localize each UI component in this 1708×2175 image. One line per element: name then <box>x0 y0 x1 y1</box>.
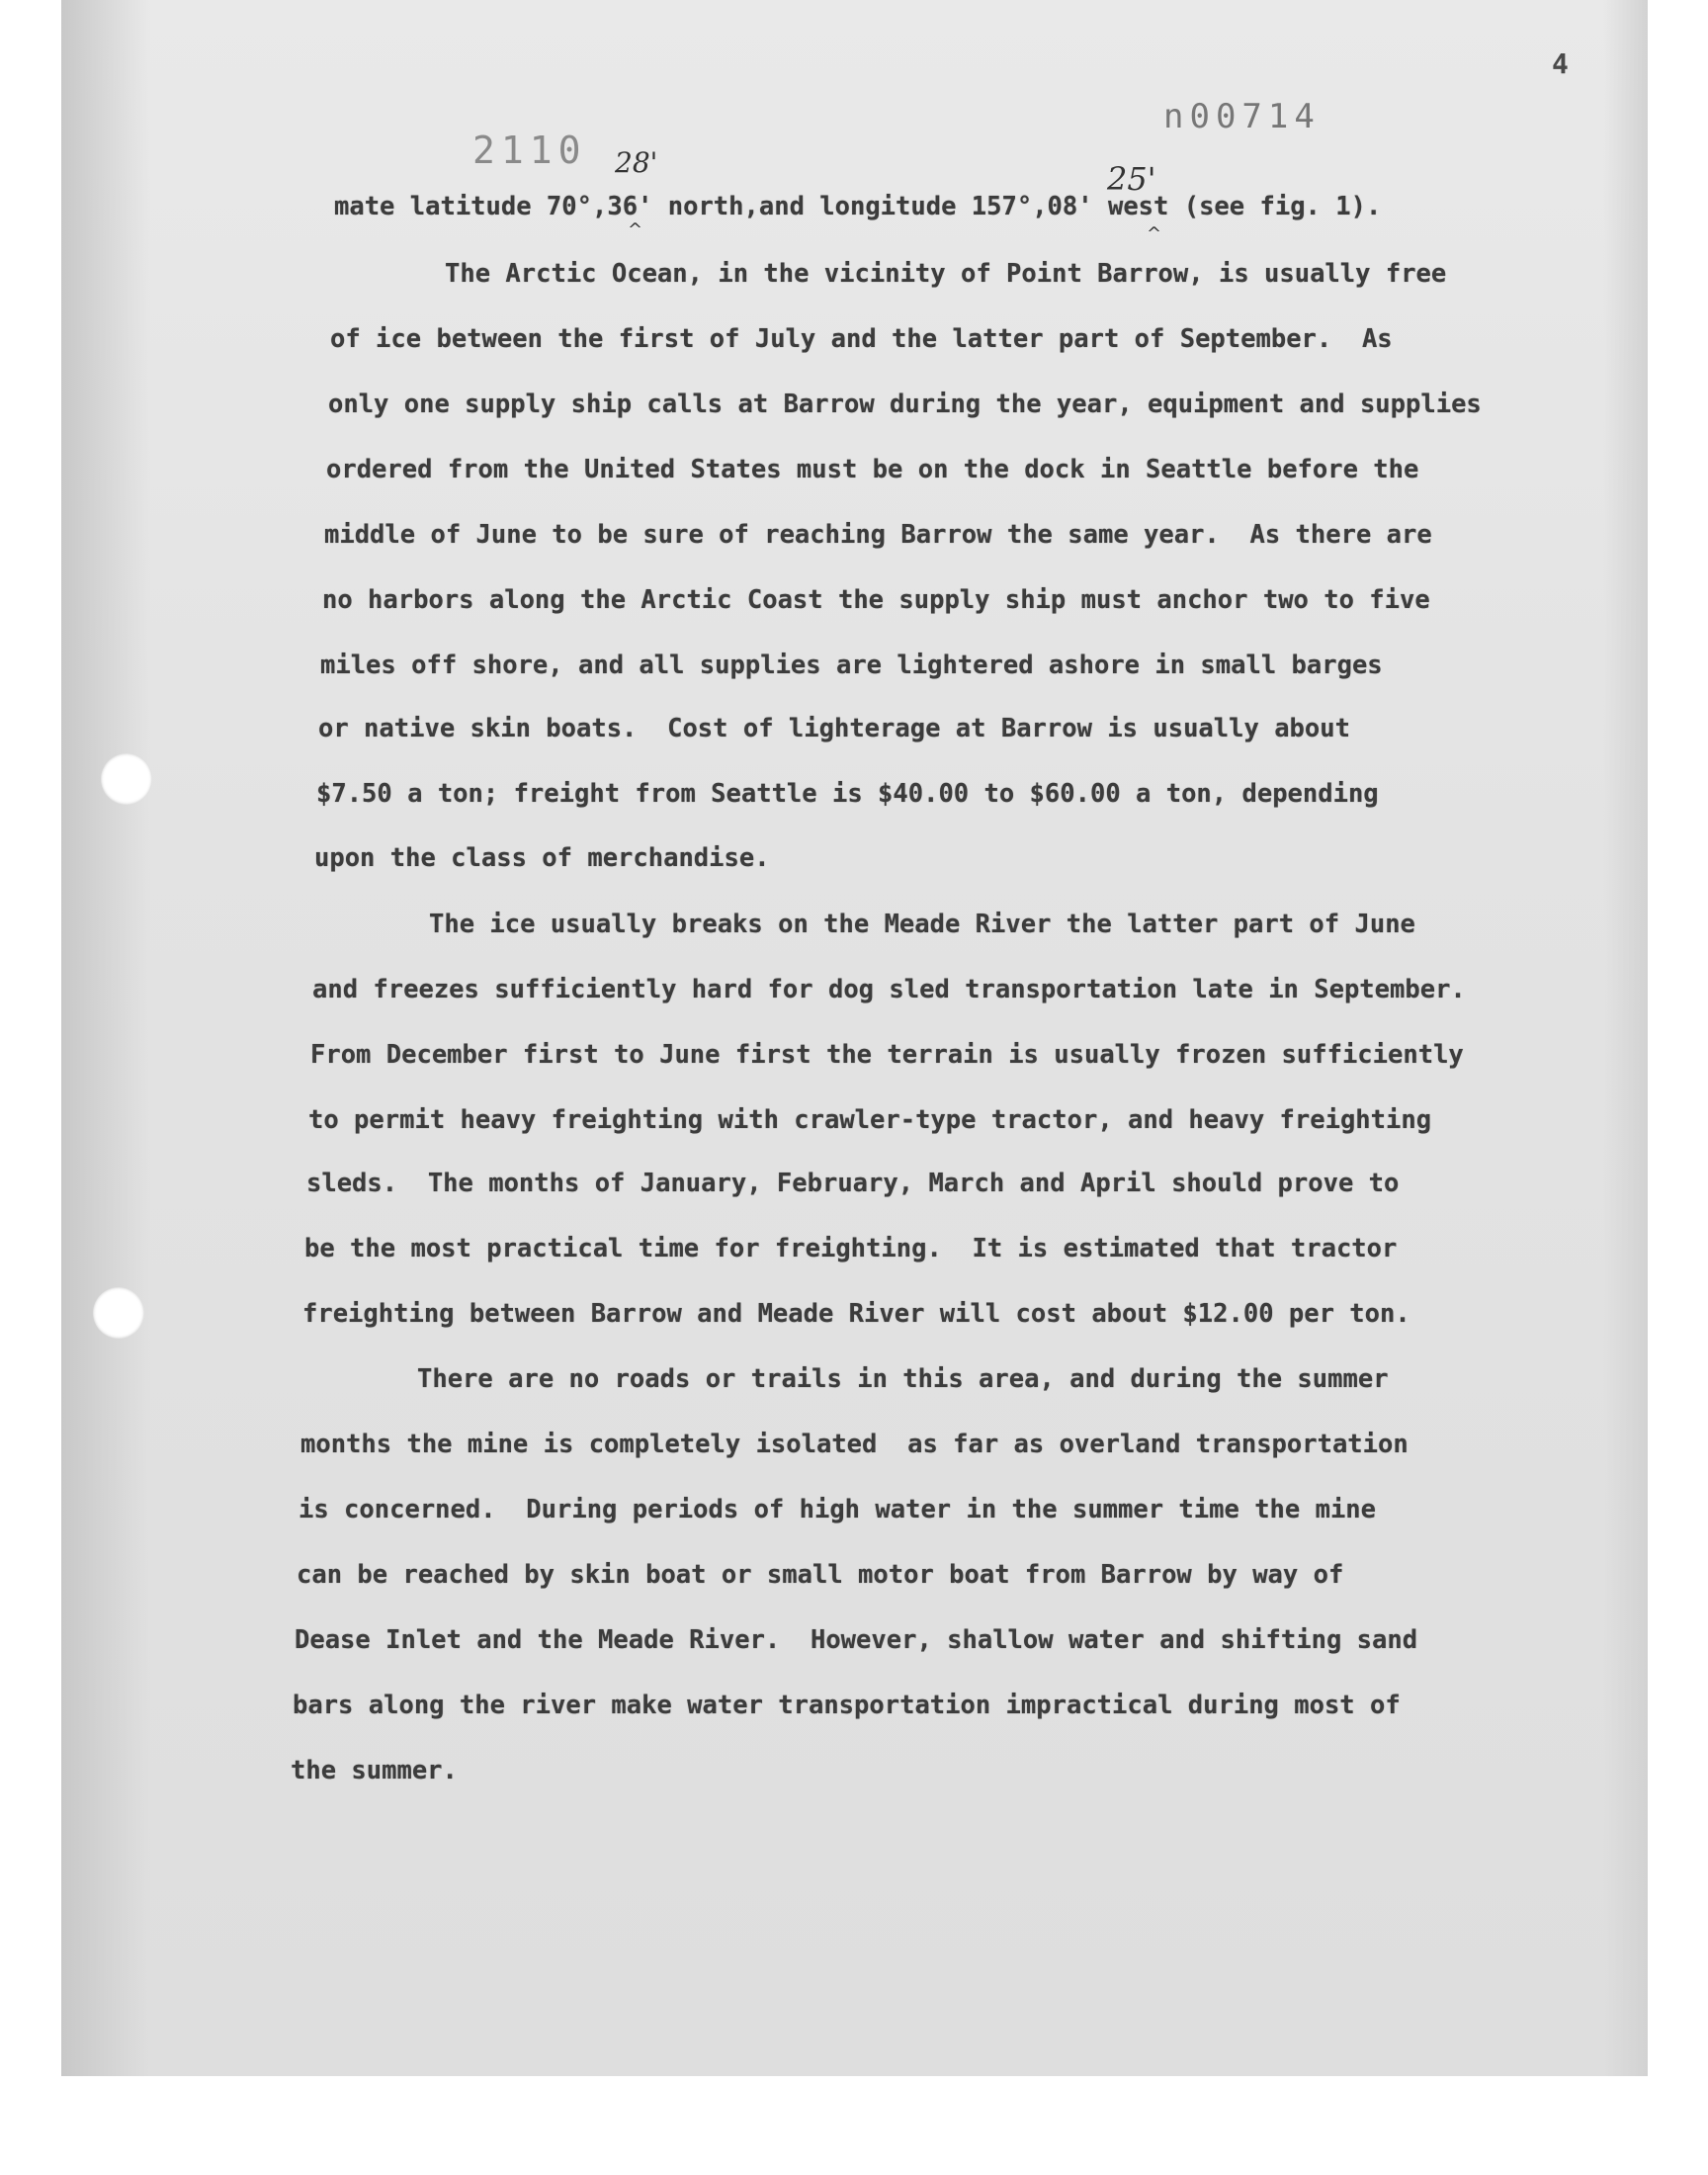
text-line: to permit heavy freighting with crawler-type tractor, and heavy freighting <box>308 1105 1432 1135</box>
text-line: mate latitude 70°,36' north,and longitude 157°,08' west (see fig. 1). <box>334 192 1382 221</box>
archive-stamp: 2110 <box>472 129 587 172</box>
text-line: only one supply ship calls at Barrow during the year, equipment and supplies <box>328 390 1482 419</box>
text-line: or native skin boats. Cost of lighterage at Barrow is usually about <box>318 714 1350 743</box>
text-line: middle of June to be sure of reaching Barrow the same year. As there are <box>324 520 1432 550</box>
text-line: is concerned. During periods of high water in the summer time the mine <box>299 1495 1377 1524</box>
text-line: miles off shore, and all supplies are lightered ashore in small barges <box>320 651 1383 680</box>
left-edge-shadow <box>61 0 150 2076</box>
punch-hole <box>93 1287 144 1339</box>
text-line: no harbors along the Arctic Coast the supply ship must anchor two to five <box>322 585 1430 615</box>
text-line: can be reached by skin boat or small motor boat from Barrow by way of <box>297 1560 1344 1590</box>
document-id-stamp: n00714 <box>1163 97 1321 136</box>
handwritten-latitude-correction: 28' <box>615 146 658 179</box>
paragraph-start-line: There are no roads or trails in this area, and during the summer <box>417 1364 1389 1394</box>
text-line: $7.50 a ton; freight from Seattle is $40.00 to $60.00 a ton, depending <box>316 779 1379 809</box>
text-line: From December first to June first the terrain is usually frozen sufficiently <box>310 1040 1464 1070</box>
text-line: months the mine is completely isolated as far as overland transportation <box>300 1430 1409 1459</box>
text-line: of ice between the first of July and the latter part of September. As <box>330 324 1393 354</box>
text-line: and freezes sufficiently hard for dog sled transportation late in September. <box>312 975 1466 1004</box>
right-edge-shadow <box>1603 0 1648 2076</box>
document-page <box>61 0 1648 2076</box>
text-line: freighting between Barrow and Meade River will cost about $12.00 per ton. <box>302 1299 1410 1329</box>
page-number: 4 <box>1552 47 1569 80</box>
insertion-caret: ^ <box>1147 223 1162 244</box>
text-line: sleds. The months of January, February, March and April should prove to <box>306 1169 1400 1198</box>
text-line: upon the class of merchandise. <box>314 843 770 873</box>
text-line: the summer. <box>291 1756 458 1785</box>
text-line: ordered from the United States must be on the dock in Seattle before the <box>326 455 1419 484</box>
text-line: be the most practical time for freighting. It is estimated that tractor <box>304 1234 1398 1263</box>
text-line: Dease Inlet and the Meade River. However, shallow water and shifting sand <box>295 1625 1418 1655</box>
insertion-caret: ^ <box>628 219 643 240</box>
paragraph-start-line: The Arctic Ocean, in the vicinity of Point Barrow, is usually free <box>445 259 1447 289</box>
paragraph-start-line: The ice usually breaks on the Meade River the latter part of June <box>429 910 1415 939</box>
handwritten-longitude-correction: 25' <box>1107 160 1156 198</box>
punch-hole <box>101 753 152 805</box>
text-line: bars along the river make water transportation impractical during most of <box>293 1691 1401 1720</box>
